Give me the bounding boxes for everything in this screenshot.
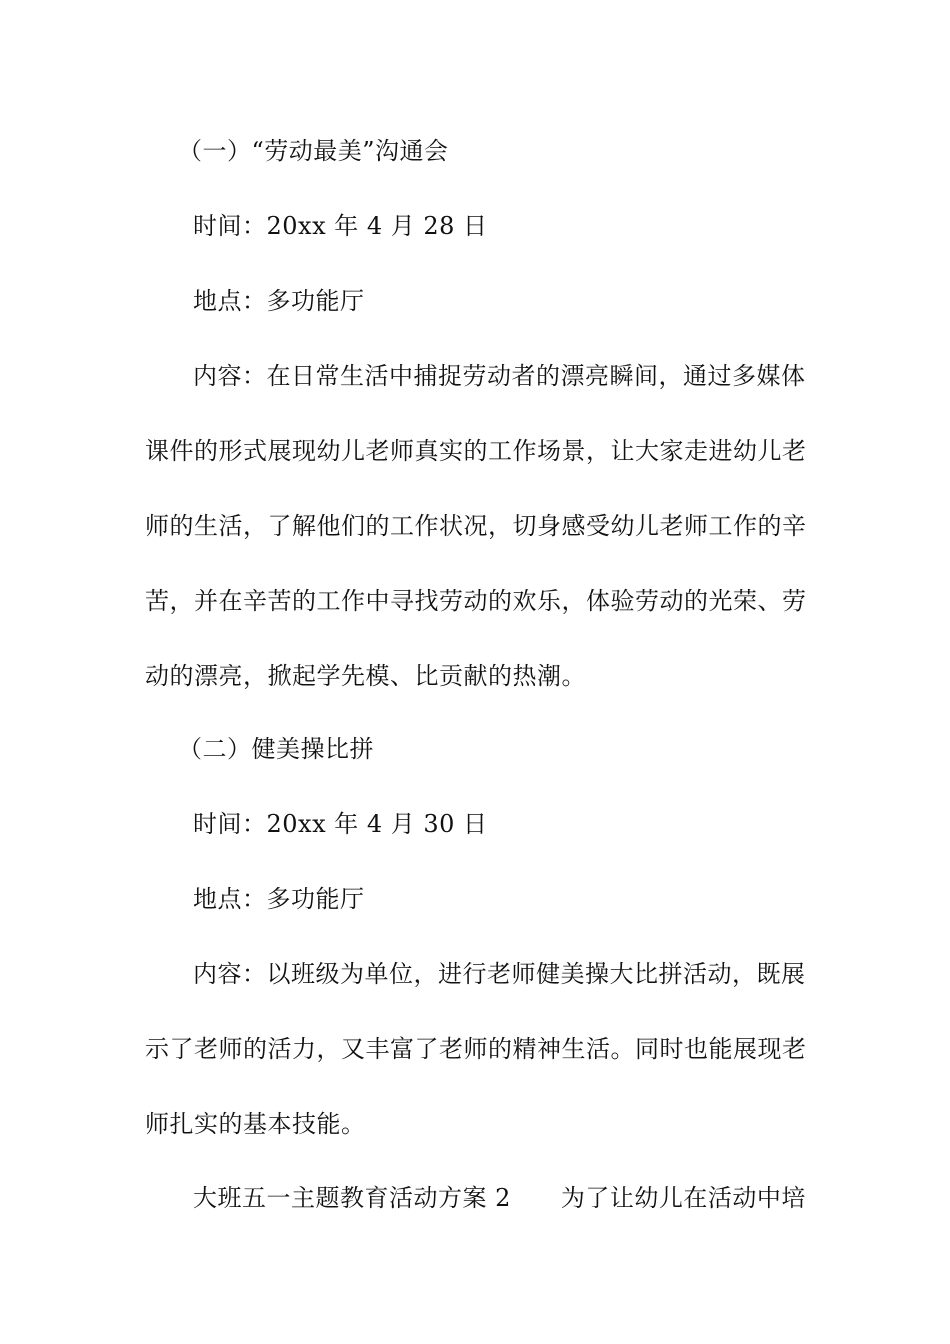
section-1-content-line: 苦，并在辛苦的工作中寻找劳动的欢乐，体验劳动的光荣、劳	[145, 587, 807, 615]
section-2-heading: （二）健美操比拼	[178, 735, 374, 763]
next-section-text: 为了让幼儿在活动中培	[560, 1184, 806, 1212]
section-1-content-line: 师的生活，了解他们的工作状况，切身感受幼儿老师工作的辛	[145, 512, 807, 540]
section-2-content-line: 师扎实的基本技能。	[145, 1110, 366, 1138]
section-1-time: 时间：20xx 年 4 月 28 日	[193, 212, 488, 240]
section-2-content-line: 内容：以班级为单位，进行老师健美操大比拼活动，既展	[193, 960, 806, 988]
section-2-place: 地点：多功能厅	[193, 885, 365, 913]
next-section-title: 大班五一主题教育活动方案 2	[193, 1184, 511, 1212]
section-1-heading: （一）“劳动最美”沟通会	[178, 137, 449, 165]
section-1-place: 地点：多功能厅	[193, 287, 365, 315]
section-1-content-line: 内容：在日常生活中捕捉劳动者的漂亮瞬间，通过多媒体	[193, 362, 806, 390]
section-2-content-line: 示了老师的活力，又丰富了老师的精神生活。同时也能展现老	[145, 1035, 807, 1063]
next-section-line	[193, 1182, 863, 1214]
section-2-time: 时间：20xx 年 4 月 30 日	[193, 810, 488, 838]
section-1-content-line: 课件的形式展现幼儿老师真实的工作场景，让大家走进幼儿老	[145, 437, 807, 465]
section-1-content-line: 动的漂亮，掀起学先模、比贡献的热潮。	[145, 662, 586, 690]
